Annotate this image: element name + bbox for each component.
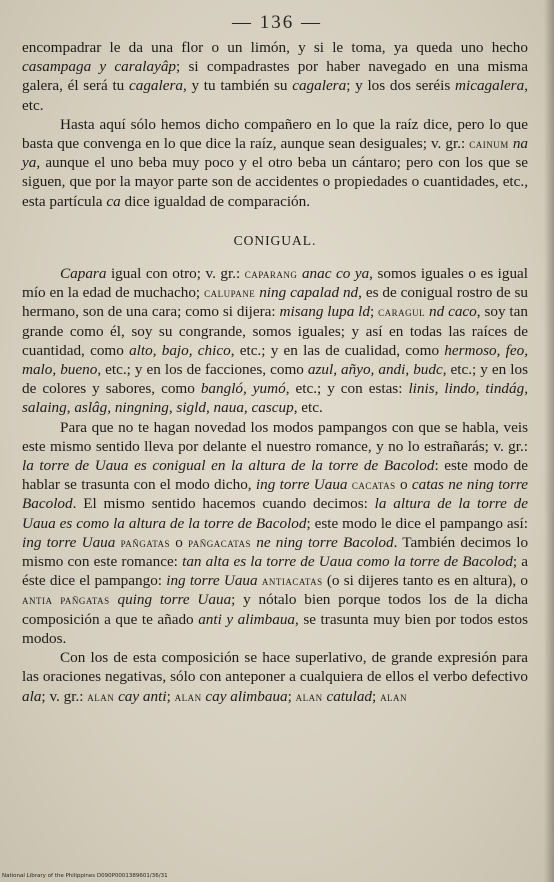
text-run: ing torre Uaua xyxy=(22,533,116,551)
text-run: . También decimos lo mismo con este romance: xyxy=(22,533,529,571)
text-run: Hasta aquí sólo hemos dicho compañero en lo que la raíz dice, pero lo que basta que convenga en lo que dice la raíz, aunque sean desiguales; v. gr.: xyxy=(22,115,528,153)
text-run: tan alta es la torre de Uaua como la torre de Bacolod xyxy=(182,553,513,571)
text-run: nd caco xyxy=(429,303,477,321)
text-run: , soy tan grande como él, soy su congrande, somos iguales; y así en todas las raíces de cuantidad, como xyxy=(22,303,528,359)
text-run: misang lupa ld xyxy=(279,303,370,321)
text-run: micagalera xyxy=(455,77,525,95)
text-run: ; y nótalo bien porque todos los de la dicha composición a que te añado xyxy=(22,591,529,628)
text-run: ; a éste dice el pampango: xyxy=(22,553,528,590)
text-run: Capara xyxy=(60,265,107,283)
text-run: ; v. gr.: xyxy=(41,687,88,705)
text-run: la torre de Uaua es conigual en la altura de la torre de Bacolod xyxy=(22,457,435,475)
text-run: o xyxy=(395,476,412,494)
text-run: ; si compadrastes por haber navegado en una misma galera, él será tu xyxy=(22,58,528,95)
text-run: ing torre Uaua xyxy=(255,476,348,494)
text-run: calupane xyxy=(204,285,256,301)
text-run: alan xyxy=(295,688,323,704)
text-run: alan xyxy=(174,688,202,704)
text-run: ing torre Uaua xyxy=(166,572,258,590)
text-run: , etc. xyxy=(22,77,528,114)
text-run: caparang xyxy=(244,266,298,282)
text-run: cagalera xyxy=(128,77,183,95)
text-run: Con los de esta composición se hace superlativo, de grande expresión para las oraciones negativas, sólo con anteponer a cualquiera de ellos el verbo defectivo xyxy=(22,649,528,686)
paragraph-4 xyxy=(22,418,528,648)
text-run: ; este modo le dice el pampango así: xyxy=(306,514,528,532)
text-run: quing torre Uaua xyxy=(117,591,232,609)
text-run: cainum xyxy=(469,136,509,152)
text-run: , y tu también su xyxy=(182,77,293,95)
text-run: ; xyxy=(372,687,381,705)
footer-library-stamp: National Library of the Philippines D090P0001389601/36/31 xyxy=(2,873,168,879)
paragraph-1 xyxy=(22,38,528,115)
text-run: cagalera xyxy=(292,77,347,95)
text-run: ; xyxy=(287,687,296,705)
text-run: igual con otro; v. gr.: xyxy=(106,265,245,283)
page-number: — 136 — xyxy=(232,12,322,33)
text-run: anac co ya xyxy=(301,265,370,283)
paragraph-5 xyxy=(22,648,528,706)
text-run: pañgatas xyxy=(120,534,171,550)
text-run: alan xyxy=(380,688,408,704)
page-edge-shadow xyxy=(544,0,554,882)
text-run: , etc. xyxy=(293,399,323,417)
text-run: pañgacatas xyxy=(188,534,252,550)
text-run: Para que no te hagan novedad los modos pampangos con que se habla, veis este mismo sentido lleva por delante el nuestro romance, y no lo estrañarás; v. gr.: xyxy=(22,418,528,455)
text-run: alto, bajo, chico xyxy=(129,341,231,359)
text-run: : este modo de hablar se trasunta con el modo dicho, xyxy=(22,457,528,494)
text-run: , somos iguales o es igual mío en la edad de muchacho; xyxy=(22,265,528,302)
text-run: cay anti xyxy=(118,687,167,705)
text-run: anti y alimbaua xyxy=(198,610,296,628)
text-run: , es de conigual rostro de su hermano, son de una cara; como si dijera: xyxy=(22,284,528,321)
text-run: linis, lindo, tindág, salaing, aslâg, ningning, sigld, naua, cascup xyxy=(22,380,529,417)
text-run: , se trasunta muy bien por todos estos modos. xyxy=(22,610,528,647)
text-run: o xyxy=(170,533,189,551)
paragraph-3 xyxy=(22,264,528,418)
text-run: antiacatas xyxy=(261,573,323,589)
text-run: hermoso, feo, malo, bueno xyxy=(22,341,528,379)
text-run: na ya xyxy=(22,135,529,172)
text-run: dice igualdad de comparación. xyxy=(120,192,311,210)
text-run: encompadrar le da una flor o un limón, y si le toma, ya queda uno hecho xyxy=(22,39,528,56)
text-run: ne ning torre Bacolod xyxy=(256,533,394,551)
text-run: , etc.; y en los de colores y sabores, como xyxy=(22,361,528,398)
text-run: ala xyxy=(22,687,42,705)
text-run: la altura de la torre de Uaua es como la altura de la torre de Bacolod xyxy=(22,495,528,532)
text-run: cacatas xyxy=(351,477,396,493)
text-run: catas ne ning torre Bacolod xyxy=(22,476,529,513)
text-run: , etc.; y en las de cualidad, como xyxy=(230,341,445,359)
section-title: CONIGUAL. xyxy=(233,232,317,248)
text-run: ca xyxy=(106,192,121,210)
text-run: bangló, yumó xyxy=(200,380,286,398)
text-run: ; xyxy=(370,303,379,321)
text-run: ning capalad nd xyxy=(259,284,359,302)
text-run: , etc.; y con estas: xyxy=(285,380,409,398)
text-run: , etc.; y en los de facciones, como xyxy=(97,361,308,379)
text-run: , aunque el uno beba muy poco y el otro beba un cántaro; pero con los que se siguen, que por la mayor parte son de accidentes o propiedades o cuantidades, etc., esta partícula xyxy=(22,154,528,210)
text-run: ; y los dos seréis xyxy=(346,77,456,95)
text-run: antia pañgatas xyxy=(22,592,110,608)
text-run: . El mismo sentido hacemos cuando decimos: xyxy=(72,495,375,513)
body-text xyxy=(22,38,528,706)
text-run: (o si dijeres tanto es en altura), o xyxy=(322,572,528,590)
text-run: ; xyxy=(166,687,175,705)
paragraph-2 xyxy=(22,115,528,211)
text-run: casampaga y caralayâp xyxy=(22,58,177,76)
text-run: catulad xyxy=(326,687,373,705)
text-run: azul, añyo, andi, budc xyxy=(307,361,443,379)
text-run: caragul xyxy=(378,304,426,320)
text-run: cay alimbaua xyxy=(205,687,288,705)
text-run: alan xyxy=(87,688,115,704)
